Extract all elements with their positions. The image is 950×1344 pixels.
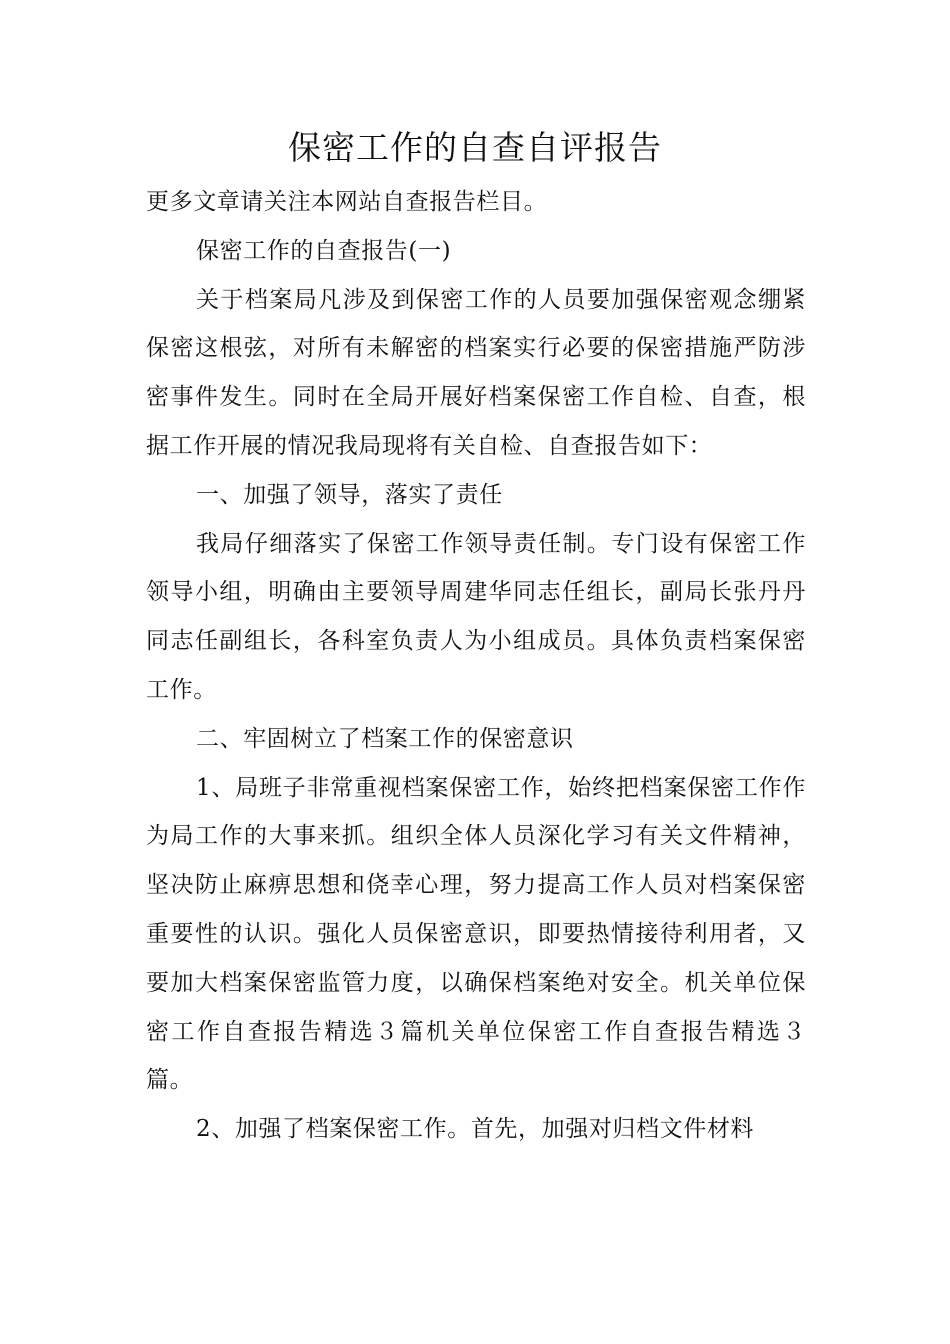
paragraph-item-1: 1、局班子非常重视档案保密工作，始终把档案保密工作作为局工作的大事来抓。组织全体人员深化学习有关文件精神，坚决防止麻痹思想和侥幸心理，努力提高工作人员对档案保密重要性的认识。强化人员保密意识，即要热情接待利用者，又要加大档案保密监管力度，以确保档案绝对安全。机关单位保密工作自查报告精选３篇机关单位保密工作自查报告精选３篇。 bbox=[146, 774, 806, 1094]
paragraph-item-2: 2、加强了档案保密工作。首先，加强对归档文件材料 bbox=[196, 1116, 755, 1143]
paragraph-overview: 关于档案局凡涉及到保密工作的人员要加强保密观念绷紧保密这根弦，对所有未解密的档案实行必要的保密措施严防涉密事件发生。同时在全局开展好档案保密工作自检、自查，根据工作开展的情况我局现将有关自检、自查报告如下： bbox=[146, 286, 806, 459]
section-heading-awareness: 二、牢固树立了档案工作的保密意识 bbox=[196, 725, 574, 752]
document-body bbox=[146, 178, 806, 1154]
document-title: 保密工作的自查自评报告 bbox=[288, 128, 662, 167]
paragraph-intro-note: 更多文章请关注本网站自查报告栏目。 bbox=[146, 189, 548, 215]
paragraph-leadership: 我局仔细落实了保密工作领导责任制。专门设有保密工作领导小组，明确由主要领导周建华同志任组长，副局长张丹丹同志任副组长，各科室负责人为小组成员。具体负责档案保密工作。 bbox=[146, 530, 806, 703]
paragraph-subtitle: 保密工作的自查报告(一) bbox=[196, 237, 452, 264]
section-heading-leadership: 一、加强了领导，落实了责任 bbox=[196, 481, 503, 508]
